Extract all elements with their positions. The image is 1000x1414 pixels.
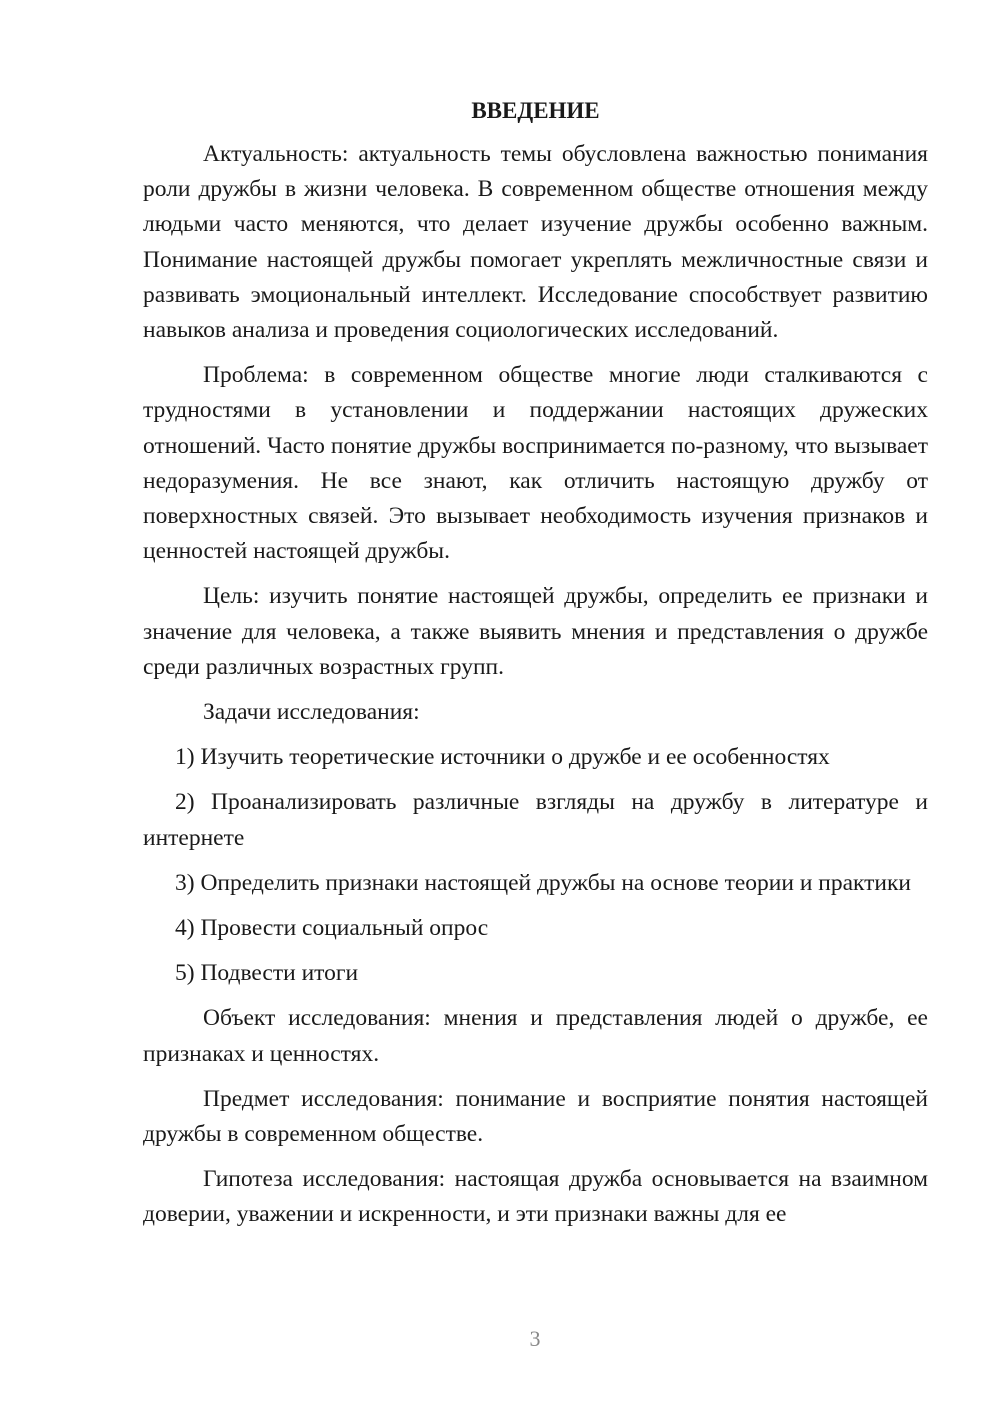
paragraph-subject: Предмет исследования: понимание и восприятие понятия настоящей дружбы в современном обществе. xyxy=(143,1085,928,1148)
task-item-4: 4) Провести социальный опрос xyxy=(175,915,489,942)
task-item-2: 2) Проанализировать различные взгляды на дружбу в литературе и интернете xyxy=(143,789,928,851)
tasks-heading: Задачи исследования: xyxy=(203,699,420,726)
paragraph-problem: Проблема: в современном обществе многие люди сталкиваются с трудностями в установлении и поддержании настоящих дружеских отношений. Часто понятие дружбы воспринимается по-разному, что вызывает недоразумения. Не все знают, как отличить настоящую дружбу от поверхностных связей. Это вызывает необходимость изучения признаков и ценностей настоящей дружбы. xyxy=(143,362,928,565)
task-item-1: 1) Изучить теоретические источники о дружбе и ее особенностях xyxy=(175,744,830,771)
paragraph-goal: Цель: изучить понятие настоящей дружбы, определить ее признаки и значение для человека, а также выявить мнения и представления о дружбе среди различных возрастных групп. xyxy=(143,583,928,680)
page-content xyxy=(143,95,928,1243)
task-item-3: 3) Определить признаки настоящей дружбы на основе теории и практики xyxy=(175,869,911,896)
page-number: 3 xyxy=(529,1326,541,1351)
section-title: ВВЕДЕНИЕ xyxy=(471,98,600,123)
task-item-5: 5) Подвести итоги xyxy=(175,960,359,987)
paragraph-relevance: Актуальность: актуальность темы обусловлена важностью понимания роли дружбы в жизни человека. В современном обществе отношения между людьми часто меняются, что делает изучение дружбы особенно важным. Понимание настоящей дружбы помогает укреплять межличностные связи и развивать эмоциональный интеллект. Исследование способствует развитию навыков анализа и проведения социологических исследований. xyxy=(143,141,928,344)
paragraph-object: Объект исследования: мнения и представления людей о дружбе, ее признаках и ценностях. xyxy=(143,1005,928,1067)
paragraph-hypothesis: Гипотеза исследования: настоящая дружба основывается на взаимном доверии, уважении и искренности, и эти признаки важны для ее xyxy=(143,1166,928,1228)
